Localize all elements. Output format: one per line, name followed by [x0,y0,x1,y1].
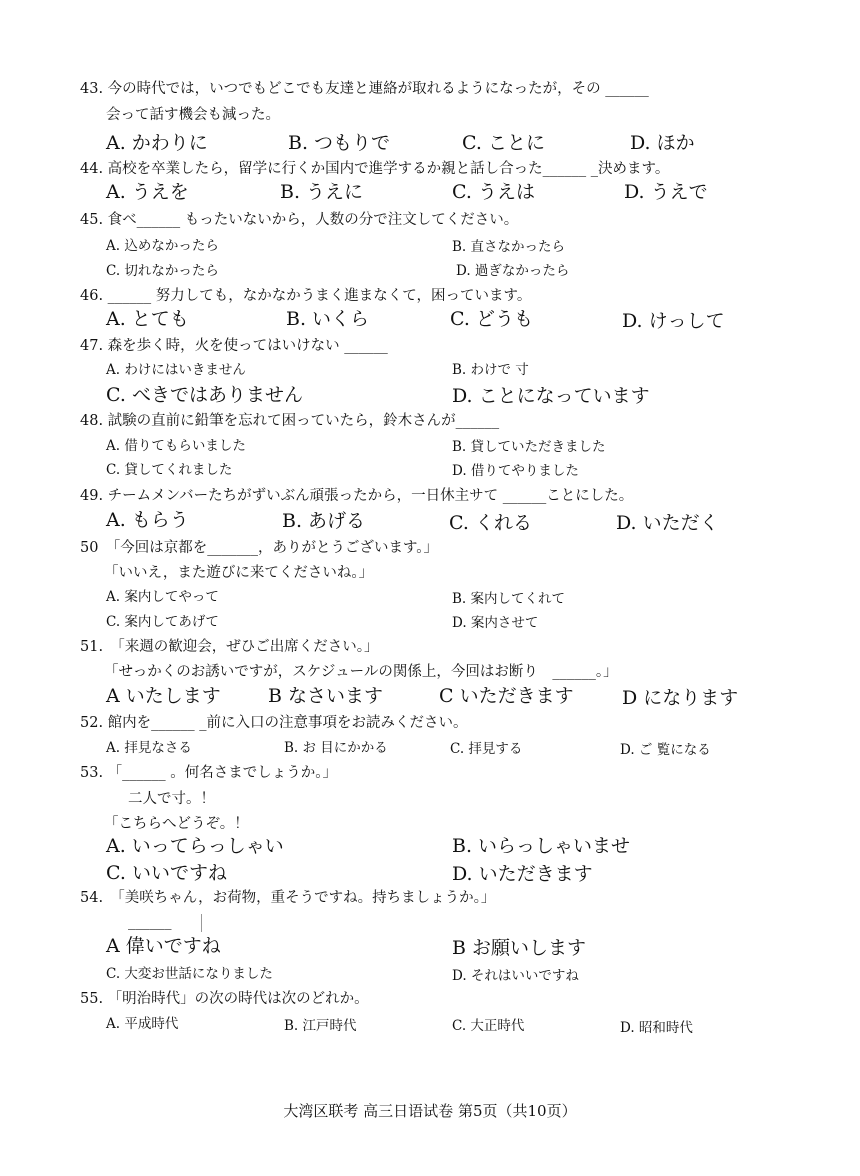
question-47-option-d: D. ことになっています [452,385,650,407]
question-50-stem-line2: 「いいえ，また遊びに来てくださいね。」 [104,565,374,581]
question-53-stem-line2: 二人で寸。！ [128,791,215,807]
question-44-option-d: D. うえで [624,181,708,203]
question-47-option-a: A. わけにはいきません [106,362,246,378]
question-46-option-d: D. けっして [622,310,725,332]
question-54-option-c: C. 大変お世話になりました [106,966,273,982]
cursor-mark [201,914,202,932]
question-55-stem: 55. 「明治時代」の次の時代は次のどれか。 [80,991,369,1007]
question-49-option-c: C. くれる [449,512,532,534]
question-51-option-d: D になります [622,687,739,709]
question-51-option-a: A いたします [106,685,221,707]
question-45-option-a: A. 込めなかったら [106,238,219,254]
question-50-option-b: B. 案内してくれて [452,591,566,607]
question-43-option-c: C. ことに [462,132,545,154]
question-53-option-b: B. いらっしゃいませ [452,835,631,857]
question-55-option-a: A. 平成時代 [106,1016,179,1032]
question-44-option-b: B. うえに [280,181,364,203]
question-54-option-d: D. それはいいですね [452,968,579,984]
question-53-stem-line3: 「こちらへどうぞ。！ [104,816,249,832]
question-44-stem: 44. 高校を卒業したら，留学に行くか国内で進学するか親と話し合った______ _決めます。 [80,161,670,177]
question-45-option-b: B. 直さなかったら [452,239,566,255]
question-54-answer-blank: ______ [128,914,172,930]
question-44-option-a: A. うえを [106,181,189,203]
question-48-option-b: B. 貸していただきました [452,439,606,455]
question-53-option-a: A. いってらっしゃい [106,835,284,857]
question-52-option-d: D. ご 覧になる [620,742,711,758]
page-footer: 大湾区联考 高三日语试卷 第5页（共10页） [283,1102,577,1120]
question-54-stem-line1: 54. 「美咲ちゃん，お荷物，重そうですね。持ちましょうか。」 [80,890,496,906]
question-49-option-a: A. もらう [106,509,189,531]
question-45-option-c: C. 切れなかったら [106,263,219,279]
question-50-stem-line1: 50 「今回は京都を_______，ありがとうございます。」 [80,540,439,556]
question-53-option-d: D. いただきます [452,863,593,885]
question-43-option-a: A. かわりに [106,132,208,154]
question-50-option-c: C. 案内してあげて [106,614,219,630]
question-53-option-c: C. いいですね [106,862,227,884]
question-43-stem-line1: 43. 今の時代では，いつでもどこでも友達と連絡が取れるようになったが，その ______ [80,81,649,97]
question-43-stem-line2: 会って話す機会も減った。 [106,107,280,123]
question-48-stem: 48. 試験の直前に鉛筆を忘れて困っていたら，鈴木さんが______ [80,413,500,429]
question-53-stem-line1: 53. 「______ 。何名さまでしょうか。」 [80,765,338,781]
question-55-option-b: B. 江戸時代 [284,1018,357,1034]
question-52-option-b: B. お 目にかかる [284,740,388,756]
question-45-stem: 45. 食べ______ もったいないから，人数の分で注文してください。 [80,212,519,228]
question-54-option-b: B お願いします [452,937,587,959]
question-43-option-d: D. ほか [630,132,695,154]
question-46-option-c: C. どうも [450,308,533,330]
question-48-option-c: C. 貸してくれました [106,462,233,478]
question-52-option-a: A. 拝見なさる [106,740,192,756]
question-55-option-c: C. 大正時代 [452,1018,525,1034]
question-52-stem: 52. 館内を______ _前に入口の注意事項をお読みください。 [80,715,468,731]
question-44-option-c: C. うえは [452,181,535,203]
question-51-stem-line2: 「せっかくのお誘いですが，スケジュールの関係上，今回はお断り ______。」 [104,664,618,680]
question-51-option-b: B なさいます [268,685,384,707]
question-51-stem-line1: 51. 「来週の歓迎会，ぜひご出席ください。」 [80,639,379,655]
question-47-stem: 47. 森を歩く時，火を使ってはいけない ______ [80,338,388,354]
question-49-stem: 49. チームメンバーたちがずいぶん頑張ったから，一日休主サて ______ことにした。 [80,488,634,504]
question-46-option-a: A. とても [106,308,189,330]
question-54-option-a: A 偉いですね [106,935,221,957]
question-48-option-a: A. 借りてもらいました [106,438,246,454]
question-45-option-d: D. 過ぎなかったら [456,263,570,279]
question-50-option-d: D. 案内させて [452,615,539,631]
question-52-option-c: C. 拝見する [450,741,523,757]
question-46-stem: 46. ______ 努力しても，なかなかうまく進まなくて，困っています。 [80,288,532,304]
question-48-option-d: D. 借りてやりました [452,463,579,479]
question-50-option-a: A. 案内してやって [106,589,219,605]
question-46-option-b: B. いくら [286,308,370,330]
question-47-option-b: B. わけで 寸 [452,362,529,378]
question-43-option-b: B. つもりで [288,132,391,154]
question-51-option-c: C いただきます [439,685,574,707]
question-49-option-d: D. いただく [616,512,719,534]
question-55-option-d: D. 昭和時代 [620,1020,693,1036]
question-47-option-c: C. べきではありません [106,384,303,406]
question-49-option-b: B. あげる [282,510,366,532]
